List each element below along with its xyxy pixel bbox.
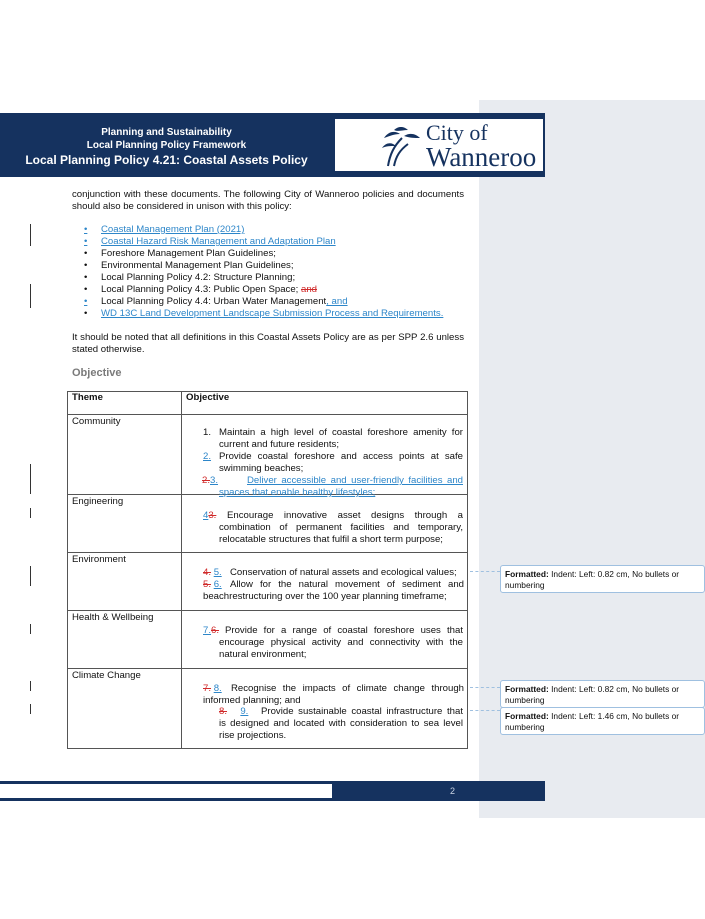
objective-text: Provide coastal foreshore and access points at safe swimming beaches; bbox=[219, 451, 463, 474]
page-number: 2 bbox=[450, 786, 456, 796]
change-bar bbox=[30, 704, 31, 714]
header-title: Local Planning Policy 4.21: Coastal Assets Policy bbox=[25, 153, 308, 167]
objective-number: 7.6. bbox=[203, 625, 220, 636]
theme-cell: Health & Wellbeing bbox=[72, 612, 154, 623]
intro-paragraph: conjunction with these documents. The following City of Wanneroo policies and documents should also be considered in unison with this policy: bbox=[72, 189, 464, 212]
logo-city-of: City of bbox=[426, 120, 488, 145]
theme-cell: Community bbox=[72, 416, 121, 427]
objective-number: 7. 8. bbox=[203, 683, 222, 694]
objective-text: Provide for a range of coastal foreshore uses that encourage physical activity and connectivity with the natural environment; bbox=[219, 625, 463, 660]
change-bar bbox=[30, 566, 31, 586]
objective-text: Deliver accessible and user-friendly facilities and spaces that enable healthy lifestyles; bbox=[219, 475, 463, 498]
header-line2: Local Planning Policy Framework bbox=[86, 140, 247, 151]
theme-cell: Engineering bbox=[72, 496, 124, 507]
objective-heading: Objective bbox=[72, 367, 122, 379]
objective-text: Allow for the natural movement of sediment and beachrestructuring over the 100 year planning timeframe; bbox=[203, 579, 464, 602]
theme-cell: Environment bbox=[72, 554, 126, 565]
logo-wanneroo: Wanneroo bbox=[426, 142, 537, 172]
objective-text: Maintain a high level of coastal foreshore amenity for current and future residents; bbox=[219, 427, 463, 450]
definitions-note: It should be noted that all definitions in this Coastal Assets Policy are as per SPP 2.6 unless stated otherwise. bbox=[72, 332, 464, 355]
wanneroo-logo-icon bbox=[380, 124, 422, 168]
deleted-number: 2. bbox=[202, 475, 211, 486]
formatting-comment[interactable]: Formatted: Indent: Left: 0.82 cm, No bullets or numbering bbox=[500, 680, 705, 708]
change-bar bbox=[30, 508, 31, 518]
objective-number: 5. 6. bbox=[203, 579, 222, 590]
header-line1: Planning and Sustainability bbox=[101, 127, 232, 138]
inserted-number: 3. bbox=[210, 475, 219, 486]
column-header-theme: Theme bbox=[72, 392, 103, 403]
objective-text: Provide sustainable coastal infrastructure that is designed and located with consideration to sea level rise projections. bbox=[219, 706, 463, 741]
objective-number: 4. 5. bbox=[203, 567, 222, 578]
change-bar bbox=[30, 224, 31, 246]
formatting-comment[interactable]: Formatted: Indent: Left: 0.82 cm, No bullets or numbering bbox=[500, 565, 705, 593]
change-bar bbox=[30, 464, 31, 494]
objective-text: Encourage innovative asset designs through a combination of permanent facilities and temporary, relocatable structures that fulfil a short term purpose; bbox=[219, 510, 463, 545]
change-bar bbox=[30, 681, 31, 691]
objective-text: Conservation of natural assets and ecological values; bbox=[230, 567, 457, 578]
theme-cell: Climate Change bbox=[72, 670, 141, 681]
objective-text: Recognise the impacts of climate change through informed planning; and bbox=[203, 683, 464, 706]
change-bar bbox=[30, 624, 31, 634]
column-header-objective: Objective bbox=[186, 392, 230, 403]
objective-number: 1. bbox=[203, 427, 212, 438]
objective-number: 2. bbox=[203, 451, 212, 462]
formatting-comment[interactable]: Formatted: Indent: Left: 1.46 cm, No bullets or numbering bbox=[500, 707, 705, 735]
change-bar bbox=[30, 284, 31, 308]
objective-number: 43. bbox=[203, 510, 217, 521]
objective-number: 8. 9. bbox=[219, 706, 249, 717]
